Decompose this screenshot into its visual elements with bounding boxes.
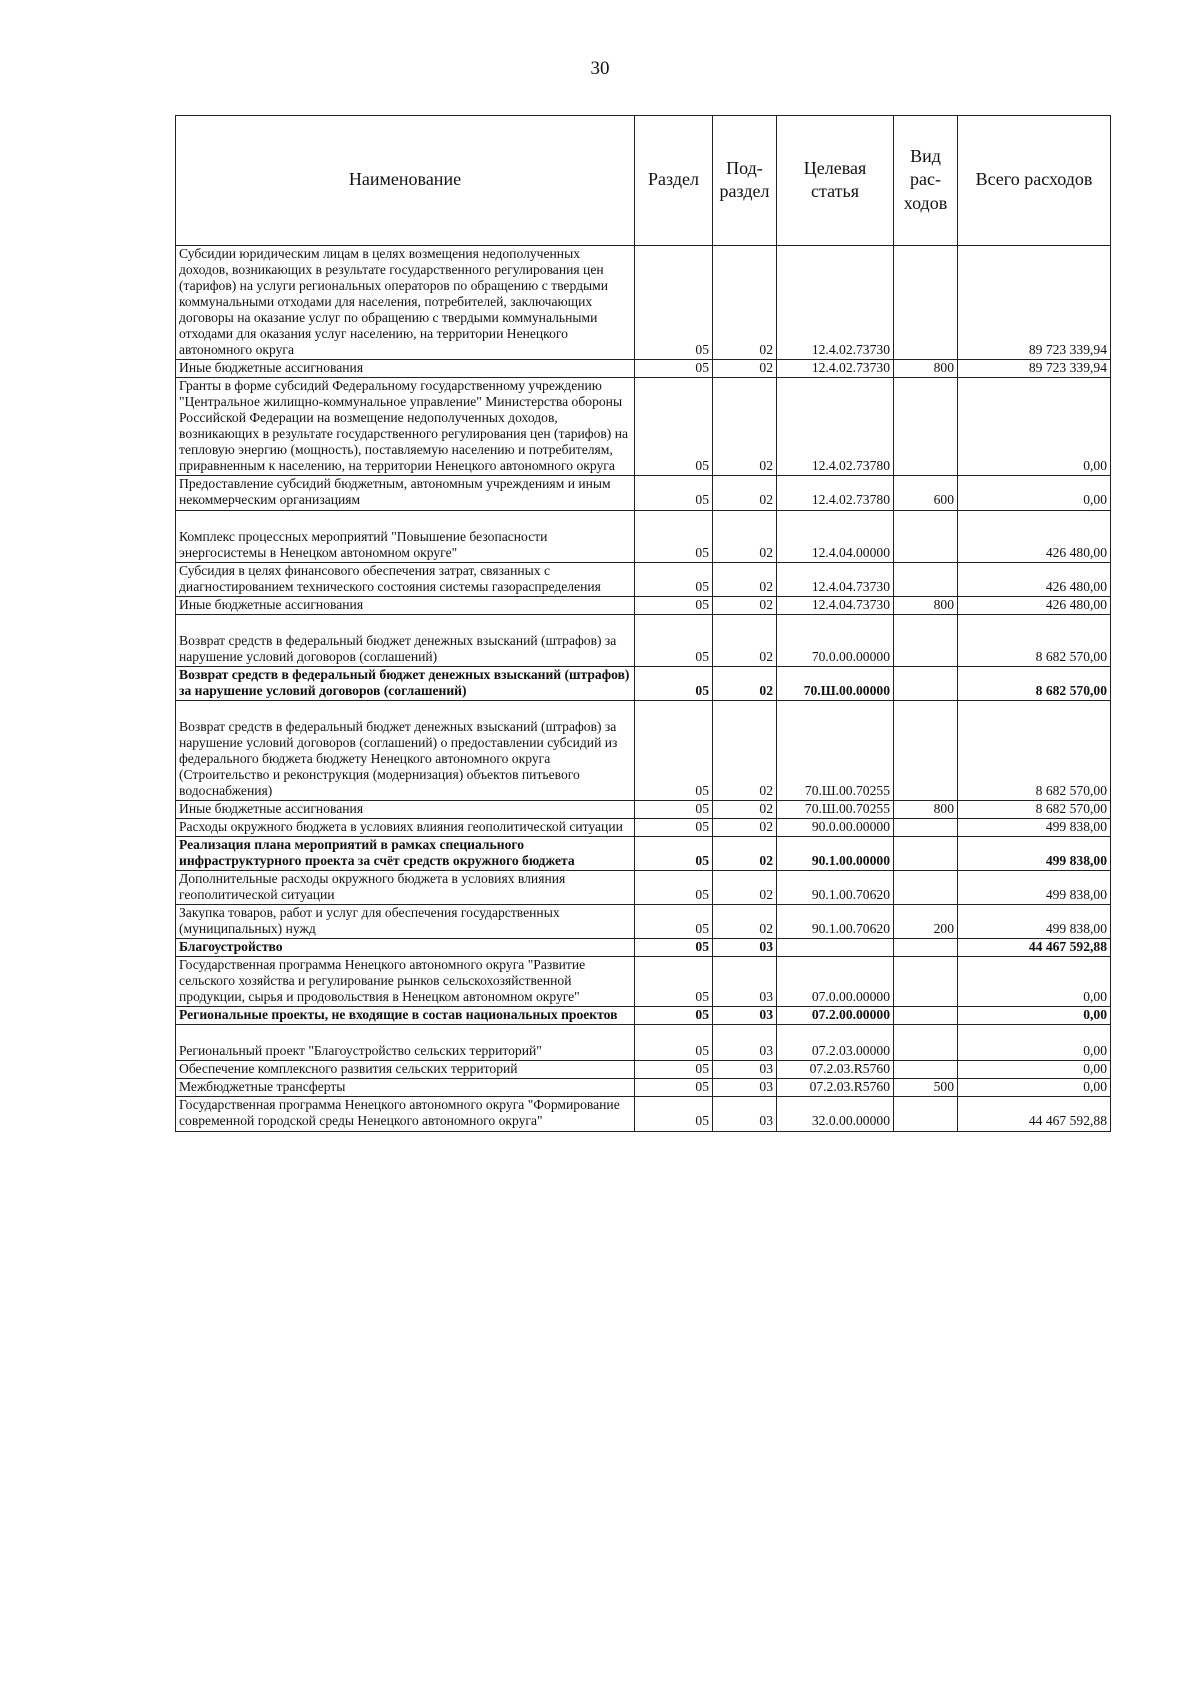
header-statya: Целевая статья [777,116,894,246]
table-row [176,246,1111,360]
cell-podrazdel: 03 [713,1007,777,1025]
cell-podrazdel: 02 [713,666,777,700]
cell-podrazdel: 03 [713,957,777,1007]
cell-vid [894,700,958,800]
table-row [176,562,1111,596]
cell-vid: 800 [894,596,958,614]
cell-vid: 200 [894,905,958,939]
cell-statya: 12.4.04.73730 [777,562,894,596]
cell-name: Региональные проекты, не входящие в состав национальных проектов [176,1007,635,1025]
cell-statya: 07.0.00.00000 [777,957,894,1007]
cell-total: 0,00 [958,957,1111,1007]
cell-razdel: 05 [635,800,713,818]
cell-razdel: 05 [635,562,713,596]
cell-statya: 90.0.00.00000 [777,818,894,836]
cell-name: Реализация плана мероприятий в рамках специального инфраструктурного проекта за счёт средств окружного бюджета [176,837,635,871]
cell-name: Иные бюджетные ассигнования [176,596,635,614]
cell-statya: 90.1.00.70620 [777,905,894,939]
cell-name: Предоставление субсидий бюджетным, автономным учреждениям и иным некоммерческим организациям [176,476,635,510]
cell-statya: 07.2.03.00000 [777,1025,894,1061]
table-row [176,510,1111,562]
cell-vid [894,837,958,871]
cell-total: 499 838,00 [958,905,1111,939]
cell-name: Субсидии юридическим лицам в целях возмещения недополученных доходов, возникающих в результате государственного регулирования цен (тарифов) на услуги региональных операторов по обращению с твердыми коммунальными отходами для населения, потребителей, заключающих договоры на оказание услуг по обращению с твердыми коммунальными отходами для оказания услуг населению, на территории Ненецкого автономного округа [176,246,635,360]
table-row [176,666,1111,700]
table-header-row [176,116,1111,246]
table-row [176,476,1111,510]
cell-statya [777,939,894,957]
cell-podrazdel: 02 [713,818,777,836]
cell-name: Гранты в форме субсидий Федеральному государственному учреждению "Центральное жилищно-коммунальное управление" Министерства обороны Российской Федерации на возмещение недополученных доходов, возникающих в результате государственного регулирования цен (тарифов) на тепловую энергию (мощность), поставляемую населению и потребителям, приравненным к населению, на территории Ненецкого автономного округа [176,378,635,476]
cell-total: 426 480,00 [958,562,1111,596]
cell-statya: 70.Ш.00.70255 [777,700,894,800]
cell-statya: 32.0.00.00000 [777,1097,894,1131]
cell-razdel: 05 [635,1025,713,1061]
cell-razdel: 05 [635,1079,713,1097]
cell-name: Расходы окружного бюджета в условиях влияния геополитической ситуации [176,818,635,836]
cell-total: 0,00 [958,378,1111,476]
cell-name: Межбюджетные трансферты [176,1079,635,1097]
table-row [176,1025,1111,1061]
cell-razdel: 05 [635,1061,713,1079]
table-row [176,939,1111,957]
cell-vid [894,1061,958,1079]
cell-statya: 07.2.03.R5760 [777,1061,894,1079]
cell-razdel: 05 [635,939,713,957]
cell-vid [894,1097,958,1131]
cell-statya: 90.1.00.70620 [777,871,894,905]
header-name: Наименование [176,116,635,246]
header-vid: Вид рас- ходов [894,116,958,246]
cell-name: Государственная программа Ненецкого автономного округа "Развитие сельского хозяйства и регулирование рынков сельскохозяйственной продукции, сырья и продовольствия в Ненецком автономном округе" [176,957,635,1007]
cell-vid [894,871,958,905]
header-total: Всего расходов [958,116,1111,246]
cell-total: 499 838,00 [958,871,1111,905]
cell-name: Государственная программа Ненецкого автономного округа "Формирование современной городской среды Ненецкого автономного округа" [176,1097,635,1131]
table-row [176,818,1111,836]
cell-total: 8 682 570,00 [958,800,1111,818]
table-row [176,1079,1111,1097]
cell-razdel: 05 [635,957,713,1007]
cell-name: Иные бюджетные ассигнования [176,360,635,378]
cell-statya: 70.0.00.00000 [777,614,894,666]
cell-statya: 12.4.04.00000 [777,510,894,562]
cell-razdel: 05 [635,476,713,510]
cell-razdel: 05 [635,666,713,700]
cell-podrazdel: 03 [713,1097,777,1131]
table-row [176,614,1111,666]
cell-razdel: 05 [635,1097,713,1131]
cell-podrazdel: 03 [713,1079,777,1097]
cell-total: 8 682 570,00 [958,666,1111,700]
cell-statya: 12.4.02.73780 [777,378,894,476]
cell-podrazdel: 02 [713,562,777,596]
cell-podrazdel: 02 [713,596,777,614]
cell-razdel: 05 [635,1007,713,1025]
cell-total: 426 480,00 [958,510,1111,562]
cell-podrazdel: 02 [713,360,777,378]
cell-vid: 800 [894,800,958,818]
cell-total: 0,00 [958,1025,1111,1061]
cell-vid [894,562,958,596]
table-row [176,1061,1111,1079]
cell-vid [894,614,958,666]
cell-vid: 800 [894,360,958,378]
cell-total: 44 467 592,88 [958,939,1111,957]
budget-table [175,115,1111,1132]
table-row [176,871,1111,905]
cell-name: Иные бюджетные ассигнования [176,800,635,818]
cell-name: Благоустройство [176,939,635,957]
cell-podrazdel: 03 [713,939,777,957]
table-row [176,360,1111,378]
cell-statya: 70.Ш.00.70255 [777,800,894,818]
cell-name: Возврат средств в федеральный бюджет денежных взысканий (штрафов) за нарушение условий договоров (соглашений) [176,614,635,666]
table-row [176,1007,1111,1025]
cell-podrazdel: 02 [713,871,777,905]
cell-razdel: 05 [635,837,713,871]
cell-podrazdel: 02 [713,476,777,510]
cell-statya: 90.1.00.00000 [777,837,894,871]
cell-total: 0,00 [958,476,1111,510]
cell-name: Комплекс процессных мероприятий "Повышение безопасности энергосистемы в Ненецком автономном округе" [176,510,635,562]
cell-razdel: 05 [635,818,713,836]
cell-vid [894,510,958,562]
table-row [176,700,1111,800]
cell-vid [894,1025,958,1061]
cell-name: Субсидия в целях финансового обеспечения затрат, связанных с диагностированием технического состояния системы газораспределения [176,562,635,596]
cell-statya: 12.4.02.73730 [777,360,894,378]
cell-razdel: 05 [635,614,713,666]
cell-vid: 500 [894,1079,958,1097]
cell-razdel: 05 [635,596,713,614]
header-razdel: Раздел [635,116,713,246]
table-row [176,957,1111,1007]
cell-name: Дополнительные расходы окружного бюджета в условиях влияния геополитической ситуации [176,871,635,905]
cell-razdel: 05 [635,871,713,905]
cell-vid: 600 [894,476,958,510]
cell-name: Возврат средств в федеральный бюджет денежных взысканий (штрафов) за нарушение условий договоров (соглашений) [176,666,635,700]
cell-total: 8 682 570,00 [958,614,1111,666]
cell-total: 0,00 [958,1061,1111,1079]
cell-podrazdel: 02 [713,614,777,666]
cell-vid [894,666,958,700]
cell-total: 44 467 592,88 [958,1097,1111,1131]
cell-name: Региональный проект "Благоустройство сельских территорий" [176,1025,635,1061]
page-number: 30 [590,58,610,79]
table-row [176,800,1111,818]
cell-total: 0,00 [958,1007,1111,1025]
cell-total: 89 723 339,94 [958,246,1111,360]
table-row [176,905,1111,939]
cell-statya: 12.4.02.73780 [777,476,894,510]
cell-name: Обеспечение комплексного развития сельских территорий [176,1061,635,1079]
cell-podrazdel: 02 [713,510,777,562]
cell-razdel: 05 [635,246,713,360]
cell-razdel: 05 [635,510,713,562]
table-body [176,246,1111,1132]
cell-total: 426 480,00 [958,596,1111,614]
table-row [176,1097,1111,1131]
cell-podrazdel: 02 [713,800,777,818]
cell-total: 499 838,00 [958,818,1111,836]
cell-statya: 12.4.04.73730 [777,596,894,614]
cell-name: Возврат средств в федеральный бюджет денежных взысканий (штрафов) за нарушение условий договоров (соглашений) о предоставлении субсидий из федерального бюджета бюджету Ненецкого автономного округа (Строительство и реконструкция (модернизация) объектов питьевого водоснабжения) [176,700,635,800]
cell-statya: 07.2.03.R5760 [777,1079,894,1097]
cell-statya: 07.2.00.00000 [777,1007,894,1025]
cell-vid [894,1007,958,1025]
table-row [176,596,1111,614]
cell-podrazdel: 02 [713,700,777,800]
cell-podrazdel: 02 [713,378,777,476]
cell-razdel: 05 [635,700,713,800]
cell-total: 89 723 339,94 [958,360,1111,378]
cell-vid [894,939,958,957]
cell-razdel: 05 [635,360,713,378]
cell-razdel: 05 [635,905,713,939]
cell-total: 499 838,00 [958,837,1111,871]
cell-podrazdel: 02 [713,837,777,871]
cell-statya: 12.4.02.73730 [777,246,894,360]
cell-vid [894,957,958,1007]
cell-vid [894,246,958,360]
table-row [176,837,1111,871]
cell-total: 0,00 [958,1079,1111,1097]
cell-podrazdel: 02 [713,905,777,939]
cell-razdel: 05 [635,378,713,476]
header-podrazdel: Под- раздел [713,116,777,246]
cell-total: 8 682 570,00 [958,700,1111,800]
table-row [176,378,1111,476]
cell-name: Закупка товаров, работ и услуг для обеспечения государственных (муниципальных) нужд [176,905,635,939]
cell-statya: 70.Ш.00.00000 [777,666,894,700]
cell-podrazdel: 03 [713,1061,777,1079]
cell-vid [894,378,958,476]
cell-vid [894,818,958,836]
cell-podrazdel: 03 [713,1025,777,1061]
cell-podrazdel: 02 [713,246,777,360]
